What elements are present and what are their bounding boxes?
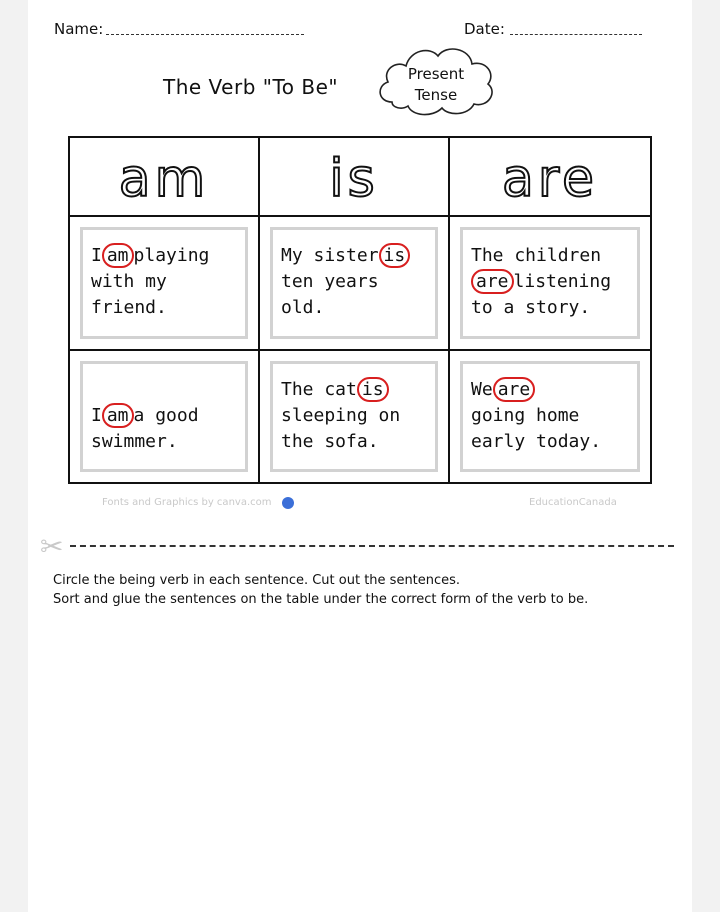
header-cell-am [70, 138, 260, 217]
sentence-card[interactable] [270, 227, 438, 339]
column-header-is: is [329, 149, 379, 209]
column-header-am: am [118, 149, 210, 209]
sentence-card[interactable] [460, 361, 640, 472]
column-header-are: are [501, 149, 599, 209]
sentence-text: I am playing with my friend. [91, 245, 210, 318]
sentence-text: I am a good swimmer. [91, 405, 199, 452]
circled-verb: is [357, 377, 389, 402]
table-cell [260, 217, 450, 351]
table-cell [450, 217, 650, 351]
circled-verb: are [471, 269, 514, 294]
credit-text: Fonts and Graphics by canva.com [102, 497, 272, 508]
scissors-icon: ✂ [40, 530, 64, 563]
header-cell-is [260, 138, 450, 217]
table-cell [450, 351, 650, 482]
circled-verb: am [102, 243, 134, 268]
sentence-text: The children are listening to a story. [471, 245, 612, 318]
sentence-card[interactable] [80, 361, 248, 472]
sentence-card[interactable] [80, 227, 248, 339]
date-line [510, 34, 642, 35]
sentence-text: My sister is ten years old. [281, 245, 410, 318]
canva-logo-icon [282, 497, 294, 509]
instructions [53, 571, 588, 609]
sentence-card[interactable] [460, 227, 640, 339]
header-cell-are [450, 138, 650, 217]
instruction-line-1: Circle the being verb in each sentence. Cut out the sentences. [53, 573, 461, 588]
cloud-line-2: Tense [414, 86, 458, 104]
sentence-card[interactable] [270, 361, 438, 472]
sort-table [68, 136, 652, 484]
watermark-text: EducationCanada [529, 497, 617, 508]
cloud-label [374, 64, 498, 106]
table-cell [70, 351, 260, 482]
circled-verb: are [493, 377, 536, 402]
sentence-text: The cat is sleeping on the sofa. [281, 379, 401, 452]
table-cell [260, 351, 450, 482]
worksheet-title: The Verb "To Be" [163, 75, 339, 99]
cut-line [70, 545, 674, 547]
instruction-line-2: Sort and glue the sentences on the table under the correct form of the verb to be. [53, 592, 589, 607]
sentence-text: We are going home early today. [471, 379, 602, 452]
date-label: Date: [464, 20, 505, 38]
name-line [106, 34, 304, 35]
name-label: Name: [54, 20, 104, 38]
circled-verb: is [379, 243, 411, 268]
cloud-line-1: Present [407, 65, 465, 83]
table-cell [70, 217, 260, 351]
circled-verb: am [102, 403, 134, 428]
